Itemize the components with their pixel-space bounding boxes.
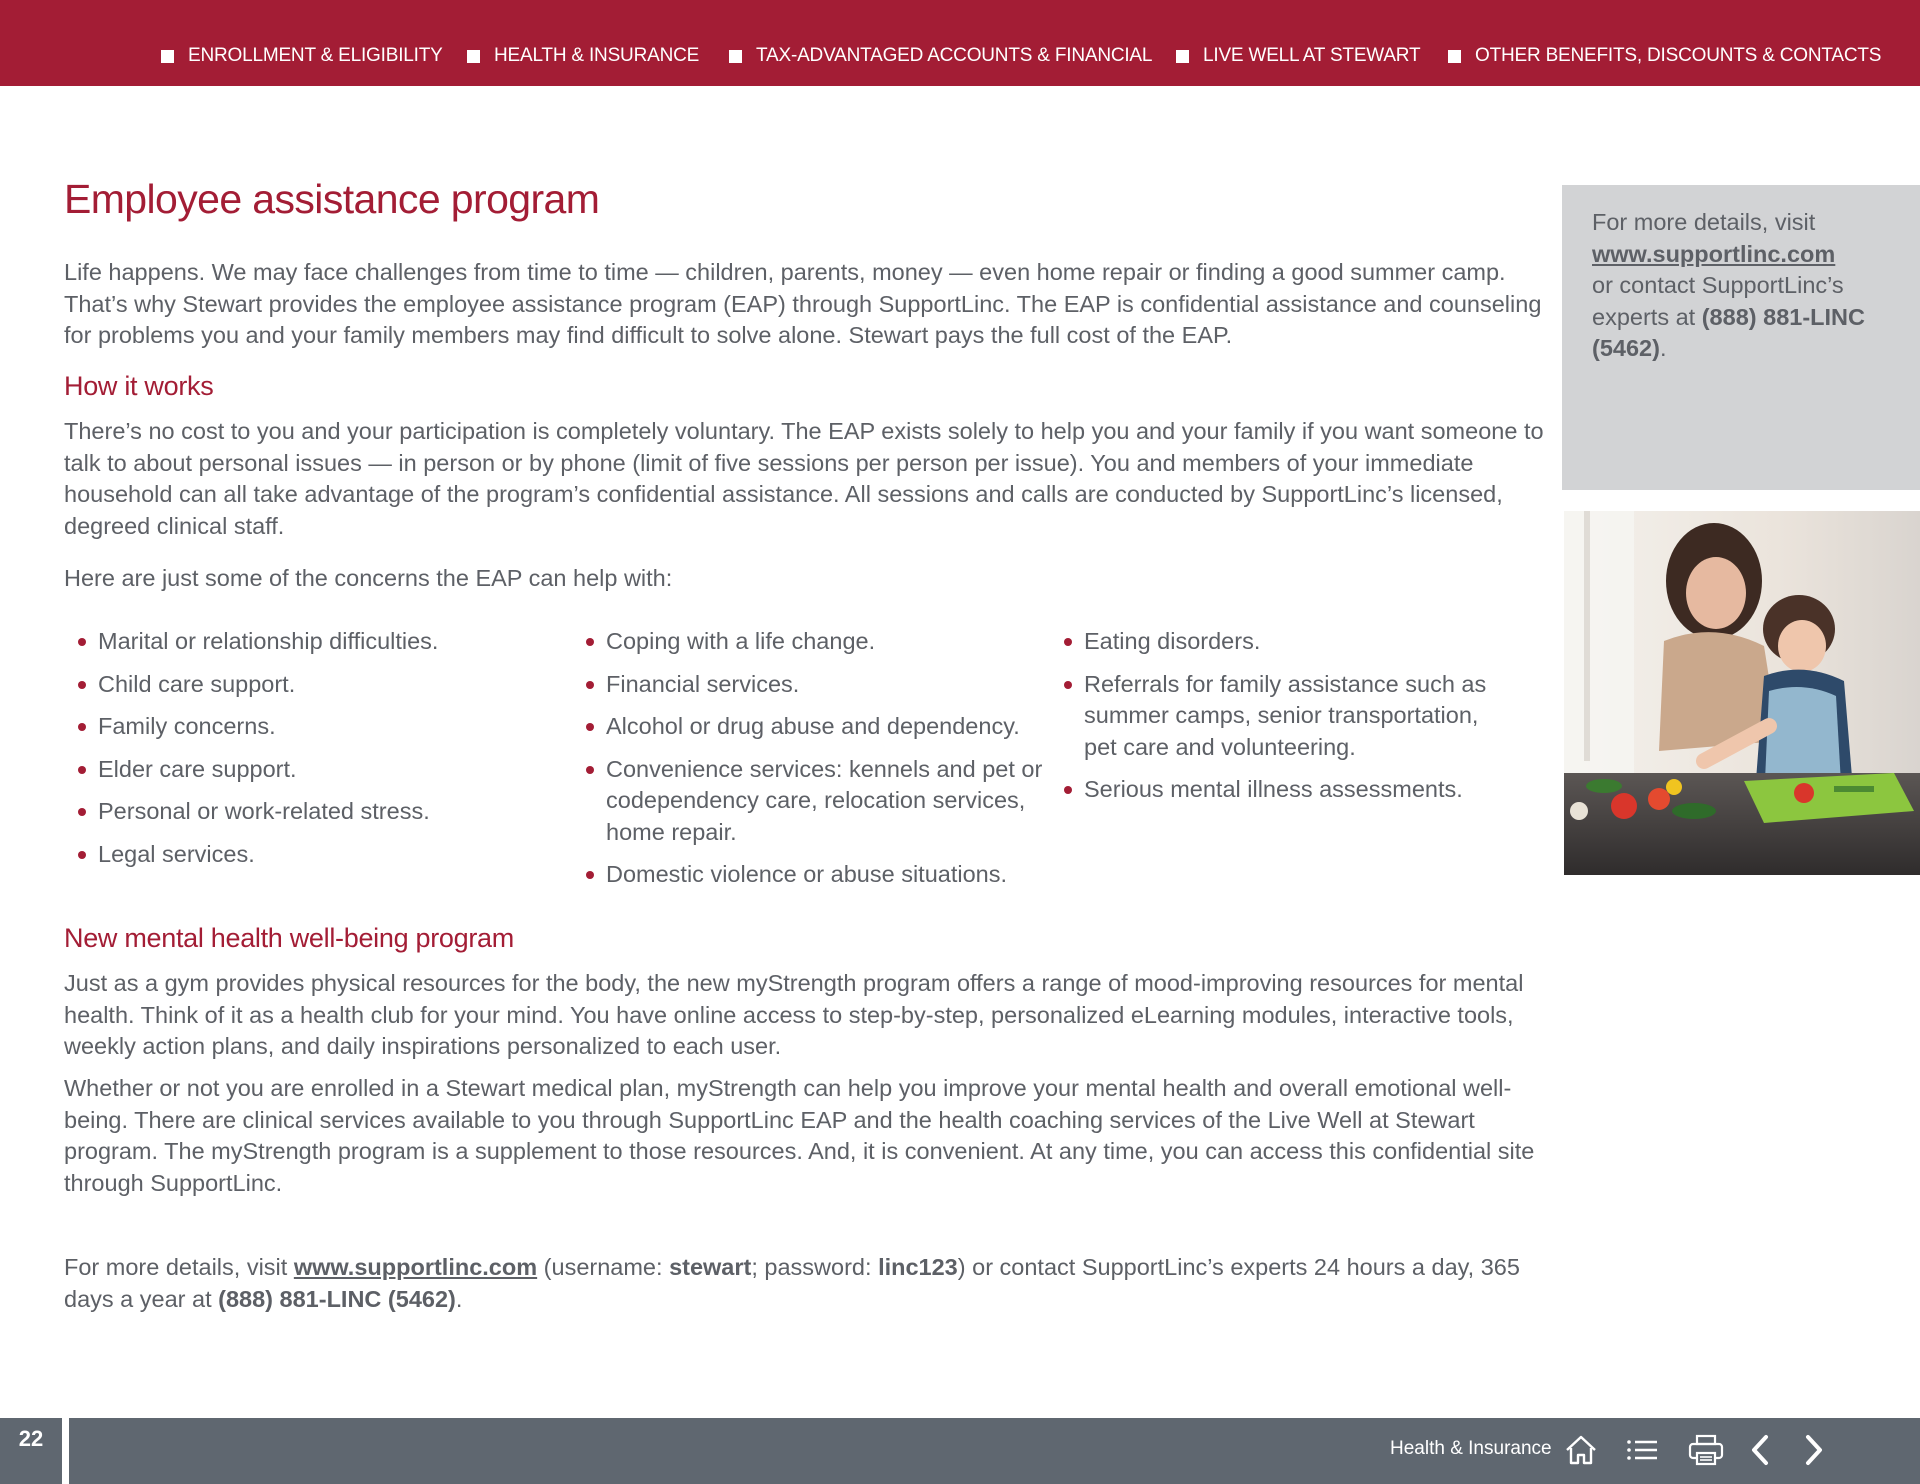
- nav-label: OTHER BENEFITS, DISCOUNTS & CONTACTS: [1475, 45, 1882, 66]
- list-menu-icon[interactable]: [1620, 1428, 1664, 1472]
- list-item: Legal services.: [66, 839, 536, 871]
- list-item: Personal or work-related stress.: [66, 796, 536, 828]
- square-bullet-icon: [161, 50, 174, 63]
- details-text: (username:: [537, 1254, 670, 1280]
- nav-label: LIVE WELL AT STEWART: [1203, 45, 1421, 66]
- footer-section-label: Health & Insurance: [1390, 1438, 1552, 1459]
- footer-bar: [0, 1418, 1920, 1484]
- nav-label: HEALTH & INSURANCE: [494, 45, 700, 66]
- concerns-intro: Here are just some of the concerns the EAP can help with:: [64, 565, 673, 591]
- intro-paragraph: Life happens. We may face challenges from time to time — children, parents, money — even home repair or finding a good summer camp. That’s why Stewart provides the employee assistance program (EAP) through SupportLinc. The EAP is confidential assistance and counseling for problems you and your family members may find difficult to solve alone. Stewart pays the full cost of the EAP.: [64, 259, 1542, 348]
- chevron-right-icon[interactable]: [1791, 1428, 1835, 1472]
- mental-health-heading: New mental health well-being program: [64, 923, 514, 953]
- concerns-list-column-3: [1052, 626, 1502, 817]
- list-item: Alcohol or drug abuse and dependency.: [574, 711, 1048, 743]
- square-bullet-icon: [467, 50, 480, 63]
- nav-tax-advantaged-accounts[interactable]: [729, 45, 1152, 67]
- square-bullet-icon: [1176, 50, 1189, 63]
- print-icon[interactable]: [1684, 1428, 1728, 1472]
- list-item: Referrals for family assistance such as summer camps, senior transportation, pet care and volunteering.: [1052, 669, 1502, 764]
- concerns-list-column-2: [574, 626, 1048, 902]
- sidebar-contact-text: [1592, 207, 1902, 365]
- home-icon[interactable]: [1559, 1428, 1603, 1472]
- details-text: ) or contact SupportLinc’s experts 24 hours a day, 365 days a year at: [64, 1254, 1520, 1312]
- contact-details-paragraph: [64, 1252, 1544, 1315]
- nav-other-benefits[interactable]: [1448, 45, 1881, 67]
- sidebar-text: .: [1659, 335, 1667, 361]
- list-item: Family concerns.: [66, 711, 536, 743]
- list-item: Domestic violence or abuse situations.: [574, 859, 1048, 891]
- mother-child-cooking-photo: [1564, 511, 1920, 875]
- phone-number: (888) 881-LINC (5462): [218, 1285, 456, 1312]
- concerns-list-column-1: [66, 626, 536, 881]
- details-text: .: [455, 1285, 463, 1312]
- list-item: Marital or relationship difficulties.: [66, 626, 536, 658]
- sidebar-supportlinc-link[interactable]: www.supportlinc.com: [1592, 240, 1836, 267]
- square-bullet-icon: [1448, 50, 1461, 63]
- page-number: 22: [18, 1426, 44, 1451]
- page-title: Employee assistance program: [64, 176, 600, 222]
- how-it-works-heading: How it works: [64, 371, 214, 401]
- sidebar-phone-number: (888) 881-LINC (5462): [1592, 303, 1865, 361]
- nav-enrollment-eligibility[interactable]: [161, 45, 443, 67]
- sidebar-prefix: For more details, visit: [1592, 209, 1816, 235]
- list-item: Convenience services: kennels and pet or codependency care, relocation services, home repair.: [574, 754, 1048, 849]
- list-item: Elder care support.: [66, 754, 536, 786]
- page-number-box: [0, 1418, 69, 1484]
- how-it-works-paragraph: There’s no cost to you and your participation is completely voluntary. The EAP exists solely to help you and your family if you want someone to talk to about personal issues — in person or by phone (limit of five sessions per person per issue). You and members of your immediate household can all take advantage of the program’s confidential assistance. All sessions and calls are conducted by SupportLinc’s licensed, degreed clinical staff.: [64, 418, 1544, 539]
- square-bullet-icon: [729, 50, 742, 63]
- sidebar-contact-box: [1562, 185, 1920, 490]
- details-prefix: For more details, visit: [64, 1254, 294, 1280]
- password-value: linc123: [878, 1254, 958, 1280]
- top-navigation-bar: [0, 0, 1920, 86]
- list-item: Coping with a life change.: [574, 626, 1048, 658]
- list-item: Eating disorders.: [1052, 626, 1502, 658]
- nav-health-insurance[interactable]: [467, 45, 699, 67]
- username-value: stewart: [669, 1254, 752, 1280]
- details-text: ; password:: [751, 1254, 879, 1280]
- nav-live-well-at-stewart[interactable]: [1176, 45, 1420, 67]
- nav-label: ENROLLMENT & ELIGIBILITY: [188, 45, 443, 66]
- chevron-left-icon[interactable]: [1739, 1428, 1783, 1472]
- mental-health-paragraph-2: Whether or not you are enrolled in a Stewart medical plan, myStrength can help you improve your mental health and overall emotional well-being. There are clinical services available to you through SupportLinc EAP and the health coaching services of the Live Well at Stewart program. The myStrength program is a supplement to those resources. And, it is convenient. At any time, you can access this confidential site through SupportLinc.: [64, 1075, 1535, 1196]
- mental-health-paragraph-1: Just as a gym provides physical resources for the body, the new myStrength program offers a range of mood-improving resources for mental health. Think of it as a health club for your mind. You have online access to step-by-step, personalized eLearning modules, interactive tools, weekly action plans, and daily inspirations personalized to each user.: [64, 970, 1524, 1059]
- photo-illustration: [1564, 511, 1920, 875]
- nav-label: TAX-ADVANTAGED ACCOUNTS & FINANCIAL: [756, 45, 1153, 66]
- sidebar-text: or contact SupportLinc’s experts at: [1592, 272, 1844, 330]
- supportlinc-link[interactable]: www.supportlinc.com: [293, 1254, 538, 1280]
- list-item: Serious mental illness assessments.: [1052, 774, 1502, 806]
- list-item: Child care support.: [66, 669, 536, 701]
- list-item: Financial services.: [574, 669, 1048, 701]
